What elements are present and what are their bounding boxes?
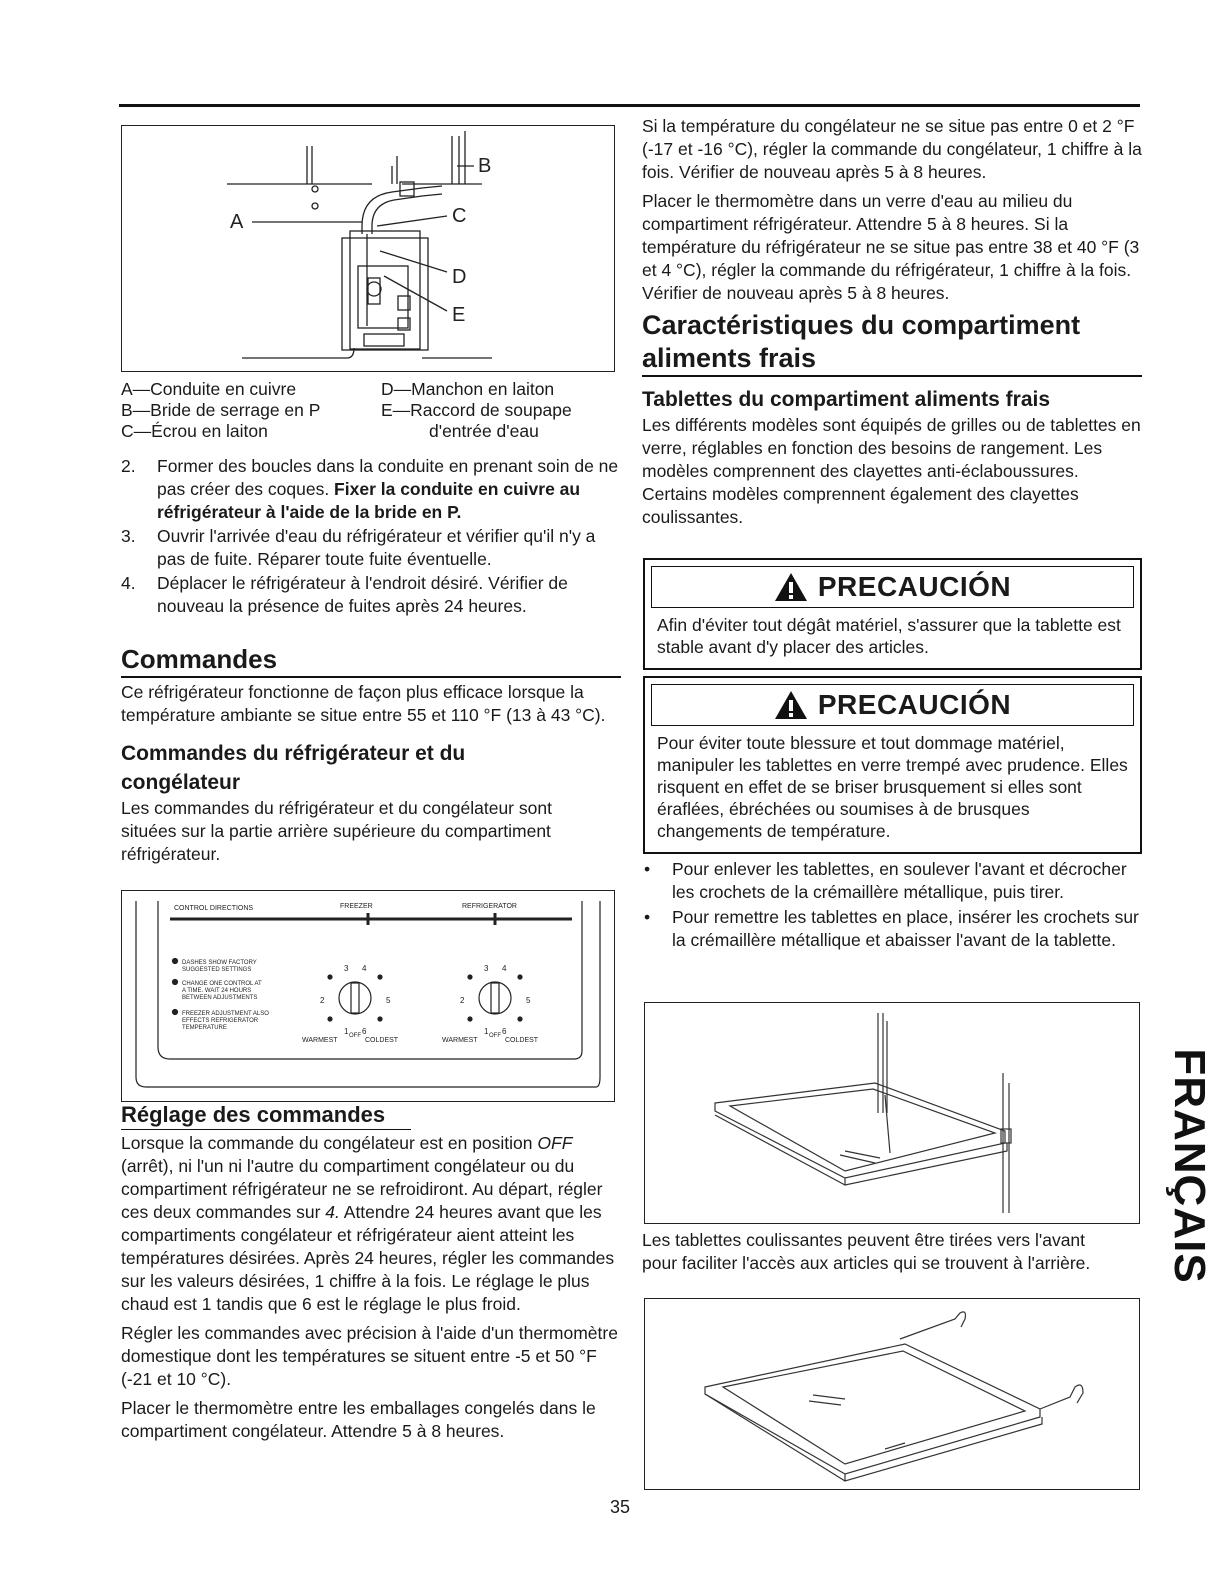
note-3-line-3: TEMPERATURE	[182, 1025, 227, 1031]
shelf-instructions	[642, 858, 1142, 954]
freezer-label: FREEZER	[340, 903, 373, 910]
language-side-tab	[1162, 1036, 1216, 1296]
step-bold-text: Fixer la conduite en cuivre au réfrigérateur à l'aide de la bride en P.	[157, 479, 581, 522]
fridge-dial-6: 6	[502, 1027, 507, 1036]
reglage-heading: Réglage des commandes	[121, 1101, 411, 1130]
freezer-adjust-text: Si la température du congélateur ne se situe pas entre 0 et 2 °F (-17 et -16 °C), régler la commande du congélateur, 1 chiffre à la fois. Vérifier de nouveau après 5 à 8 heures.	[642, 116, 1142, 182]
right-column-top	[642, 115, 1142, 529]
note-1-line-2: SUGGESTED SETTINGS	[182, 967, 252, 973]
reglage-p1-part-a: Lorsque la commande du congélateur est en position	[121, 1133, 538, 1153]
reglage-p1-part-b: (arrêt), ni l'un ni l'autre du compartiment congélateur ou du compartiment réfrigérateur ne se refroidiront. Au départ, régler ces deux commandes sur	[121, 1156, 603, 1222]
step-item	[121, 572, 626, 618]
note-2-line-3: BETWEEN ADJUSTMENTS	[182, 995, 258, 1001]
label-e: E	[452, 304, 466, 326]
caution-title-1: PRECAUCIÓN	[817, 571, 1012, 602]
caution-header-2	[651, 684, 1134, 726]
controls-subheading: Commandes du réfrigérateur et du congélateur	[121, 742, 466, 794]
reglage-off-word: OFF	[537, 1133, 573, 1153]
control-directions-label: CONTROL DIRECTIONS	[174, 905, 254, 912]
refrigerator-label: REFRIGERATOR	[462, 903, 517, 910]
control-panel-diagram	[121, 890, 615, 1102]
legend-d: D—Manchon en laiton	[381, 379, 555, 399]
shelf-removal-diagram	[644, 1002, 1140, 1224]
warning-triangle-icon	[774, 690, 808, 720]
list-item: • Pour enlever les tablettes, en soulever l'avant et décrocher les crochets de la crémaillère métallique, puis tirer.	[644, 859, 1127, 902]
fridge-coldest: COLDEST	[505, 1037, 539, 1044]
sliding-shelf-caption: Les tablettes coulissantes peuvent être tirées vers l'avant pour faciliter l'accès aux articles qui se trouvent à l'arrière.	[642, 1230, 1091, 1273]
fridge-dial-2: 2	[460, 996, 465, 1005]
step-item	[121, 525, 626, 571]
fridge-adjust-text: Placer le thermomètre dans un verre d'eau au milieu du compartiment réfrigérateur. Attendre 5 à 8 heures. Si la température du réfrigérateur ne se situe pas entre 38 et 40 °F (3 et 4 °C), régler la commande du réfrigérateur, 1 chiffre à la fois. Vérifier de nouveau après 5 à 8 heures.	[642, 191, 1140, 303]
fridge-dial-5: 5	[526, 996, 531, 1005]
commandes-heading: Commandes	[121, 643, 621, 678]
caracteristiques-heading: Caractéristiques du compartiment aliments frais	[642, 309, 1142, 377]
freezer-dial-2: 2	[320, 996, 325, 1005]
step-number: 4.	[121, 573, 136, 593]
commandes-section	[121, 643, 621, 866]
caution-text-2: Pour éviter toute blessure et tout dommage matériel, manipuler les tablettes en verre trempé avec prudence. Elles risquent en effet de se briser brusquement si elles sont éraflées, ébréchées ou soumises à de brusques changements de température.	[657, 733, 1128, 841]
label-a: A	[230, 211, 244, 233]
step-number: 2.	[121, 456, 136, 476]
freezer-dial-1: 1	[344, 1027, 349, 1036]
step-text: Déplacer le réfrigérateur à l'endroit désiré. Vérifier de nouveau la présence de fuites après 24 heures.	[157, 573, 568, 616]
reglage-setting-4: 4.	[325, 1202, 340, 1222]
controls-location-text: Les commandes du réfrigérateur et du congélateur sont situées sur la partie arrière supérieure du compartiment réfrigérateur.	[121, 798, 552, 864]
step-number: 3.	[121, 526, 136, 546]
legend-e-cont: d'entrée d'eau	[429, 421, 539, 441]
legend-b: B—Bride de serrage en P	[121, 400, 321, 420]
tablettes-heading: Tablettes du compartiment aliments frais	[642, 388, 1051, 411]
warning-triangle-icon	[774, 572, 808, 602]
freezer-off: OFF	[349, 1033, 361, 1039]
freezer-dial-6: 6	[362, 1027, 367, 1036]
legend-e: E—Raccord de soupape	[381, 400, 572, 420]
commandes-intro: Ce réfrigérateur fonctionne de façon plus efficace lorsque la température ambiante se situe entre 55 et 110 °F (13 à 43 °C).	[121, 682, 606, 725]
reglage-section	[121, 1101, 623, 1443]
install-steps	[121, 455, 626, 619]
reglage-paragraph-3: Placer le thermomètre entre les emballages congelés dans le compartiment congélateur. Attendre 5 à 8 heures.	[121, 1398, 596, 1441]
fridge-dial-1: 1	[484, 1027, 489, 1036]
note-2-line-1: CHANGE ONE CONTROL AT	[182, 981, 262, 987]
caution-header-1	[651, 566, 1134, 608]
caution-box-1	[643, 558, 1142, 670]
bullet-text: Pour remettre les tablettes en place, insérer les crochets sur la crémaillère métallique et abaisser l'avant de la tablette.	[672, 907, 1139, 950]
label-b: B	[478, 155, 492, 177]
step-item	[121, 455, 626, 524]
label-c: C	[452, 205, 467, 227]
water-line-diagram	[121, 125, 615, 372]
step-text: Ouvrir l'arrivée d'eau du réfrigérateur et vérifier qu'il n'y a pas de fuite. Réparer toute fuite éventuelle.	[157, 526, 596, 569]
bullet-text: Pour enlever les tablettes, en soulever l'avant et décrocher les crochets de la crémaillère métallique, puis tirer.	[672, 859, 1127, 902]
fridge-dial-4: 4	[502, 964, 507, 973]
top-rule	[119, 104, 1140, 107]
note-3-line-1: FREEZER ADJUSTMENT ALSO	[182, 1011, 269, 1017]
note-3-line-2: EFFECTS REFRIGERATOR	[182, 1018, 259, 1024]
label-d: D	[452, 266, 467, 288]
caution-text-1: Afin d'éviter tout dégât matériel, s'assurer que la tablette est stable avant d'y placer des articles.	[657, 615, 1121, 657]
legend-a: A—Conduite en cuivre	[121, 379, 297, 399]
list-item: • Pour remettre les tablettes en place, insérer les crochets sur la crémaillère métallique et abaisser l'avant de la tablette.	[644, 907, 1139, 950]
caution-title-2: PRECAUCIÓN	[817, 689, 1012, 720]
fridge-warmest: WARMEST	[442, 1037, 478, 1044]
note-2-line-2: A TIME. WAIT 24 HOURS	[182, 988, 252, 994]
freezer-dial-3: 3	[344, 964, 349, 973]
legend-right	[381, 379, 572, 442]
reglage-paragraph-1	[121, 1132, 623, 1316]
reglage-p1-part-c: Attendre 24 heures avant que les compartiments congélateur et réfrigérateur aient atteint les températures désirées. Après 24 heures, régler les commandes sur les valeurs désirées, 1 chiffre à la fois. Le réglage le plus chaud est 1 tandis que 6 est le réglage le plus froid.	[121, 1202, 615, 1314]
freezer-coldest: COLDEST	[365, 1037, 399, 1044]
freezer-warmest: WARMEST	[302, 1037, 338, 1044]
fridge-off: OFF	[489, 1033, 501, 1039]
language-label: FRANÇAIS	[1165, 1048, 1214, 1284]
fridge-dial-3: 3	[484, 964, 489, 973]
tablettes-text: Les différents modèles sont équipés de grilles ou de tablettes en verre, réglables en fonction des besoins de rangement. Les modèles comprennent des clayettes anti-éclaboussures. Certains modèles comprennent également des clayettes coulissantes.	[642, 415, 1141, 527]
caution-box-2	[643, 676, 1142, 854]
sliding-shelf-diagram	[644, 1298, 1140, 1490]
note-1-line-1: DASHES SHOW FACTORY	[182, 960, 257, 966]
reglage-paragraph-2: Régler les commandes avec précision à l'aide d'un thermomètre domestique dont les températures se situent entre -5 et 50 °F (-21 et 10 °C).	[121, 1323, 618, 1389]
page-number: 35	[609, 1497, 631, 1517]
freezer-dial-4: 4	[362, 964, 367, 973]
legend-c: C—Écrou en laiton	[121, 421, 268, 441]
step-text: Former des boucles dans la conduite en prenant soin de ne pas créer des coques.	[157, 456, 619, 499]
legend-left	[121, 379, 320, 442]
freezer-dial-5: 5	[386, 996, 391, 1005]
